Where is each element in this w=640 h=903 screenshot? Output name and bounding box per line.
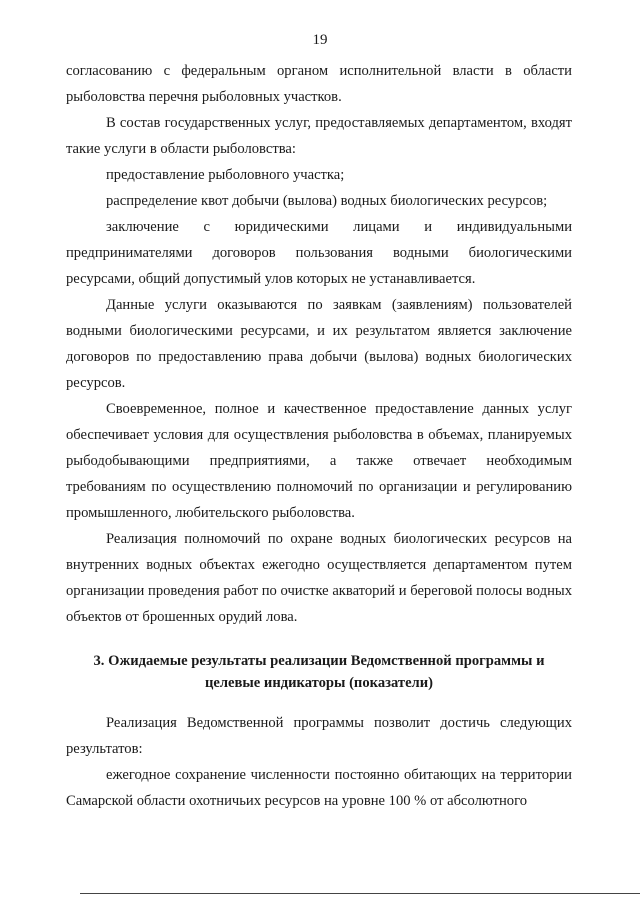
paragraph: ежегодное сохранение численности постоянно обитающих на территории Самарской области охотничьих ресурсов на уровне 100 % от абсолютного [66, 767, 572, 809]
paragraph: Своевременное, полное и качественное предоставление данных услуг обеспечивает условия для осуществления рыболовства в объемах, планируемых рыбодобывающими предприятиями, а также отвечает необходимым требованиям по осуществлению полномочий по организации и регулированию промышленного, любительского рыболовства. [66, 401, 572, 521]
page-number: 19 [312, 32, 328, 48]
section-heading [66, 650, 572, 694]
paragraph: В состав государственных услуг, предоставляемых департаментом, входят такие услуги в области рыболовства: [66, 115, 572, 157]
section-heading-line2: целевые индикаторы (показатели) [204, 675, 434, 691]
footer-rule [80, 893, 640, 894]
paragraph: Данные услуги оказываются по заявкам (заявлениям) пользователей водными биологическими ресурсами, и их результатом является заключение договоров по предоставлению права добычи (вылова) водных биологических ресурсов. [66, 297, 572, 391]
paragraph: заключение с юридическими лицами и индивидуальными предпринимателями договоров пользования водными биологическими ресурсами, общий допустимый улов которых не устанавливается. [66, 219, 572, 287]
section-heading-line1: 3. Ожидаемые результаты реализации Ведомственной программы и [93, 653, 545, 669]
paragraph: Реализация Ведомственной программы позволит достичь следующих результатов: [66, 715, 572, 757]
body-text-top [66, 58, 572, 630]
paragraph: распределение квот добычи (вылова) водных биологических ресурсов; [106, 193, 548, 209]
paragraph: Реализация полномочий по охране водных биологических ресурсов на внутренних водных объектах ежегодно осуществляется департаментом путем организации проведения работ по очистке акваторий и береговой полосы водных объектов от брошенных орудий лова. [66, 531, 572, 625]
paragraph: предоставление рыболовного участка; [106, 167, 345, 183]
paragraph: согласованию с федеральным органом исполнительной власти в области рыболовства перечня рыболовных участков. [66, 63, 572, 105]
body-text-bottom [66, 710, 572, 814]
